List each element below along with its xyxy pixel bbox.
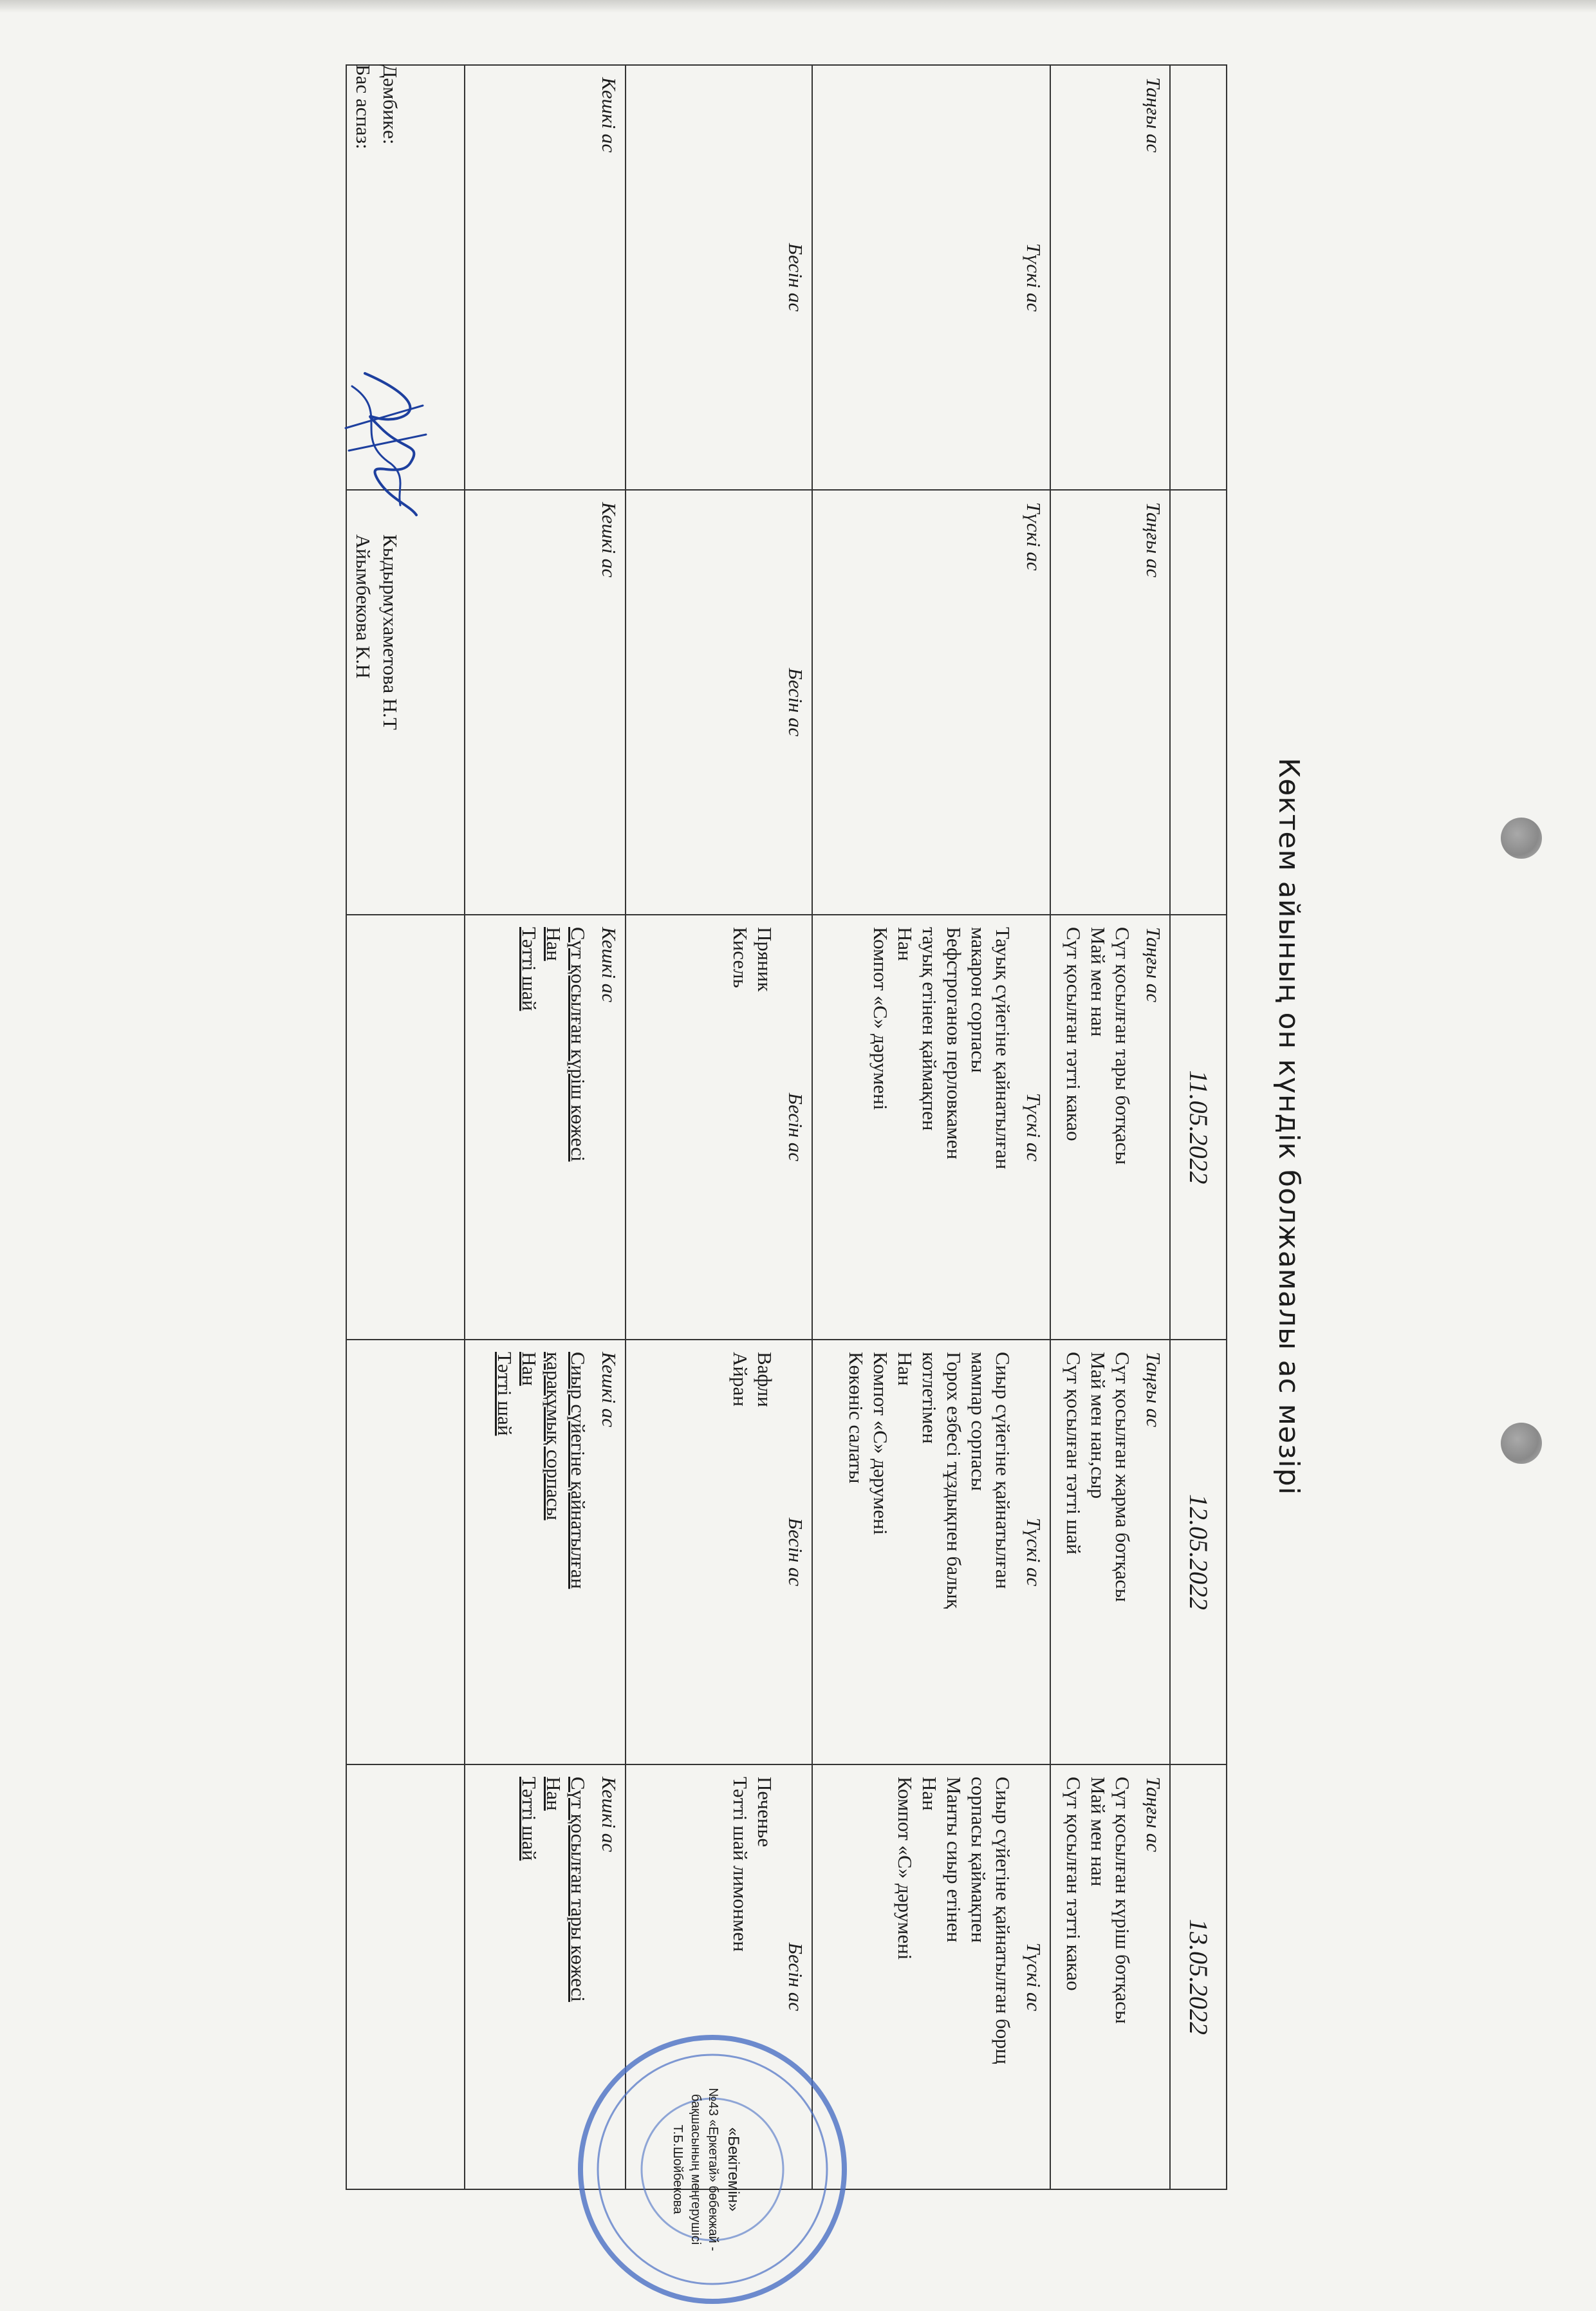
meal-cell: Бесін ас Вафли Айран bbox=[626, 1340, 812, 1764]
punch-hole-top bbox=[1501, 818, 1542, 859]
date-cell-4: 12.05.2022 bbox=[1170, 1340, 1227, 1764]
meal-cell: Кешкі ас bbox=[465, 65, 626, 490]
empty-cell bbox=[346, 1340, 465, 1764]
signature-icon bbox=[339, 367, 436, 521]
dish-item: Сүт қосылған тәтті какао bbox=[1062, 1777, 1085, 1991]
stamp-line-2: №43 «Еркетай» бөбекжай - bbox=[706, 2088, 720, 2251]
dish-item: Май мен нан bbox=[1087, 927, 1109, 1037]
dish-item: Нан bbox=[894, 1352, 916, 1386]
dish-item: Тауық сүйегіне қайнатылған bbox=[992, 927, 1014, 1170]
dish-item: Тәтті шай лимонмен bbox=[729, 1777, 752, 1952]
dish-item: Сүт қосылған жарма ботқасы bbox=[1111, 1352, 1134, 1602]
dish-item: мампар сорпасы bbox=[967, 1352, 990, 1492]
meal-cell: Кешкі ас Сиыр сүйегіне қайнатылған қарақұмық сорпасы Нан Тәтті шай bbox=[465, 1340, 626, 1764]
dish-item: Сүт қосылған күріш көжесі bbox=[567, 927, 589, 1162]
dish-item: Компот «С» дәрумені bbox=[869, 1352, 892, 1535]
meal-cell: Түскі ас bbox=[812, 65, 1050, 490]
dish-item: Нан bbox=[543, 927, 565, 961]
footer-role-1: Дәмбикe: bbox=[379, 64, 402, 145]
breakfast-row bbox=[1050, 65, 1170, 2189]
dish-item: Кисель bbox=[729, 927, 752, 988]
stamp-line-3: бақшасының меңгерушісі bbox=[689, 2093, 703, 2245]
dish-item: Нан bbox=[543, 1777, 565, 1811]
dish-item: Сүт қосылған күріш ботқасы bbox=[1111, 1777, 1134, 2024]
rotated-document bbox=[262, 64, 1317, 2251]
meal-cell: Бесін ас Пряник Кисель bbox=[626, 915, 812, 1340]
menu-table bbox=[346, 64, 1227, 2190]
meal-cell: Кешкі ас Сүт қосылған тары көжесі Нан Тәтті шай bbox=[465, 1764, 626, 2189]
dish-item: Пряник bbox=[754, 927, 776, 992]
snack-row bbox=[626, 65, 812, 2189]
dish-item: Май мен нан bbox=[1087, 1777, 1109, 1887]
dish-item: Тәтті шай bbox=[518, 1777, 541, 1861]
meal-cell: Түскі ас Сиыр сүйегіне қайнатылған борщ сорпасы қаймақпен Манты сиыр етінен Нан Компот «С» дәрумені bbox=[812, 1764, 1050, 2189]
scan-edge bbox=[0, 0, 1596, 13]
empty-cell bbox=[346, 915, 465, 1340]
dish-item: макарон сорпасы bbox=[967, 927, 990, 1073]
stamp-line-4: Т.Б.Шойбекова bbox=[671, 2124, 685, 2214]
dish-item: Сиыр сүйегіне қайнатылған борщ bbox=[992, 1777, 1014, 2064]
dish-item: Сүт қосылған тары көжесі bbox=[567, 1777, 589, 2002]
meal-cell: Таңғы ас Сүт қосылған күріш ботқасы Май мен нан Сүт қосылған тәтті какао bbox=[1050, 1764, 1170, 2189]
dish-item: Сиыр сүйегіне қайнатылған bbox=[992, 1352, 1014, 1589]
meal-cell: Таңғы ас bbox=[1050, 65, 1170, 490]
dish-item: Компот «С» дәрумені bbox=[869, 927, 892, 1110]
dinner-row bbox=[465, 65, 626, 2189]
dish-item: Вафли bbox=[754, 1352, 776, 1407]
date-cell-1 bbox=[1170, 65, 1227, 490]
dish-item: қарақұмық сорпасы bbox=[543, 1352, 565, 1520]
dish-item: Нан bbox=[894, 927, 916, 961]
meal-cell: Кешкі ас Сүт қосылған күріш көжесі Нан Тәтті шай bbox=[465, 915, 626, 1340]
approval-stamp-icon bbox=[571, 2028, 854, 2311]
dish-item: сорпасы қаймақпен bbox=[967, 1777, 990, 1943]
dish-item: тауық етінен қаймақпен bbox=[918, 927, 941, 1131]
page-title: Көктем айының он күндік болжамалы ас мәзірі bbox=[1272, 758, 1305, 1495]
stamp-line-1: «Бекітемін» bbox=[725, 2127, 742, 2212]
meal-cell: Бесін ас bbox=[626, 490, 812, 915]
meal-cell: Бесін ас bbox=[626, 65, 812, 490]
dish-item: Айран bbox=[729, 1352, 752, 1407]
dish-item: Компот «С» дәрумені bbox=[894, 1777, 916, 1960]
dish-item: Нан bbox=[518, 1352, 541, 1386]
dish-item: Сүт қосылған тары ботқасы bbox=[1111, 927, 1134, 1165]
punch-hole-bottom bbox=[1501, 1423, 1542, 1464]
meal-cell: Түскі ас Тауық сүйегіне қайнатылған макарон сорпасы Бефстроганов перловкамен тауық етінен қаймақпен Нан Компот «С» дәрумені bbox=[812, 915, 1050, 1340]
meal-cell: Бесін ас Печенье Тәтті шай лимонмен bbox=[626, 1764, 812, 2189]
footer-role-2: Бас аспаз: bbox=[352, 64, 375, 149]
meal-cell: Таңғы ас Сүт қосылған жарма ботқасы Май мен нан,сыр Сүт қосылған тәтті шай bbox=[1050, 1340, 1170, 1764]
footer-roles bbox=[349, 64, 404, 149]
dish-item: Сиыр сүйегіне қайнатылған bbox=[567, 1352, 589, 1589]
lunch-row bbox=[812, 65, 1050, 2189]
dish-item: Печенье bbox=[754, 1777, 776, 1848]
dish-item: Нан bbox=[918, 1777, 941, 1811]
date-header-row bbox=[1170, 65, 1227, 2189]
dish-item: Көкөніс салаты bbox=[845, 1352, 868, 1484]
dish-item: Май мен нан,сыр bbox=[1087, 1352, 1109, 1499]
footer-names bbox=[349, 534, 404, 730]
date-cell-2 bbox=[1170, 490, 1227, 915]
footer-name-1: Кыдырмухаметова Н.Т bbox=[379, 534, 402, 730]
dish-item: Горох езбесі тұздықпен балық bbox=[943, 1352, 965, 1609]
meal-cell: Түскі ас bbox=[812, 490, 1050, 915]
dish-item: Бефстроганов перловкамен bbox=[943, 927, 965, 1160]
meal-cell: Таңғы ас Сүт қосылған тары ботқасы Май мен нан Сүт қосылған тәтті какао bbox=[1050, 915, 1170, 1340]
date-cell-3: 11.05.2022 bbox=[1170, 915, 1227, 1340]
meal-cell: Түскі ас Сиыр сүйегіне қайнатылған мампар сорпасы Горох езбесі тұздықпен балық котлетімен Нан Компот «С» дәрумені Көкөніс салаты bbox=[812, 1340, 1050, 1764]
dish-item: Тәтті шай bbox=[494, 1352, 516, 1436]
dish-item: Сүт қосылған тәтті шай bbox=[1062, 1352, 1085, 1555]
dish-item: Манты сиыр етінен bbox=[943, 1777, 965, 1943]
empty-cell bbox=[346, 1764, 465, 2189]
dish-item: Сүт қосылған тәтті какао bbox=[1062, 927, 1085, 1141]
dish-item: котлетімен bbox=[918, 1352, 941, 1444]
meal-cell: Таңғы ас bbox=[1050, 490, 1170, 915]
footer-name-2: Айымбекова К.Н bbox=[352, 534, 375, 679]
date-cell-5: 13.05.2022 bbox=[1170, 1764, 1227, 2189]
meal-cell: Кешкі ас bbox=[465, 490, 626, 915]
dish-item: Тәтті шай bbox=[518, 927, 541, 1011]
